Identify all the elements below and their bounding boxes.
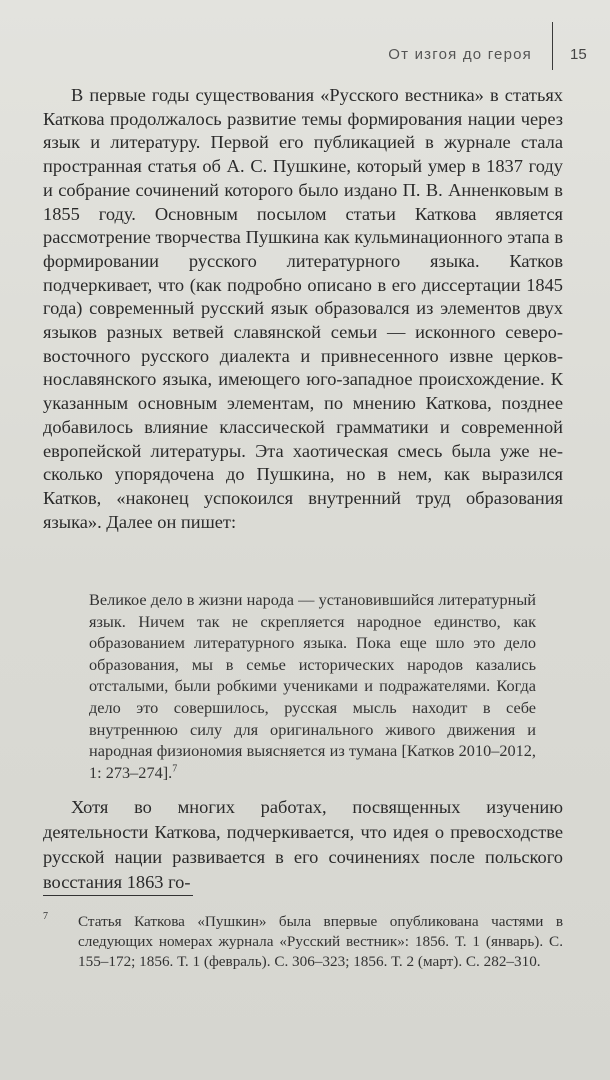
- block-quote: [89, 589, 536, 783]
- running-header-title: От изгоя до героя: [388, 46, 532, 63]
- page-number: 15: [570, 46, 587, 63]
- running-header: [0, 44, 610, 72]
- body-paragraph: В первые годы существования «Русского вестника» в статьях Каткова продолжалось развитие темы формирования нации через язык и литературу. Первой его публикацией в журнале стала пространная статья об А. С. Пушкине, который умер в 1837 году и собрание сочинений которого было издано П. В. Анненковым в 1855 году. Основным посылом статьи Каткова является рассмотрение творчества Пушкина как кульминационного этапа в формировании русского литературного языка. Катков подчеркивает, что (как подробно описано в его диссертации 1845 года) современный русский язык образовался из элементов двух языков разных ветвей славянской семьи — исконного северо-восточного русского диалекта и привнесенного извне церковнославянского языка, имеющего юго-западное происхождение. К указанным основным элементам, по мнению Каткова, позднее добавилось влияние классической грамматики и современной европейской литературы. Эта хаотическая смесь была уже несколько упорядочена до Пушкина, но в нем, как выразился Катков, «наконец успокоился внутренний труд образования языка». Далее он пишет:: [43, 85, 563, 532]
- footnote-marker: 7: [43, 911, 48, 922]
- footnote-text: Статья Каткова «Пушкин» была впервые опубликована частями в следующих номерах журнала «Русский вестник»: 1856. Т. 1 (январь). С. 155–172; 1856. Т. 1 (февраль). С. 306–323; 1856. Т. 2 (март). С. 282–310.: [78, 913, 563, 970]
- footnote-divider: [43, 895, 193, 896]
- footnote-reference: 7: [172, 763, 178, 775]
- main-text: [43, 84, 563, 534]
- block-quote-text: Великое дело в жизни народа — установившийся литературный язык. Ничем так не скрепляется народное единство, как образованием литературного языка. Пока еще шло это дело образования, мы в семье исторических народов казались отсталыми, были робкими учениками и подражателями. Когда дело это совершилось, русская мысль находит в себе внутреннюю силу для оригинального живого движения и народная физиономия выясняется из тумана [Катков 2010–2012, 1: 273–274].: [89, 590, 536, 782]
- continuation-paragraph: Хотя во многих работах, посвященных изучению деятельности Каткова, подчеркивается, что идея о превосходстве русской нации развивается в его сочинениях после польского восстания 1863 го-: [43, 797, 563, 892]
- header-divider: [552, 22, 553, 70]
